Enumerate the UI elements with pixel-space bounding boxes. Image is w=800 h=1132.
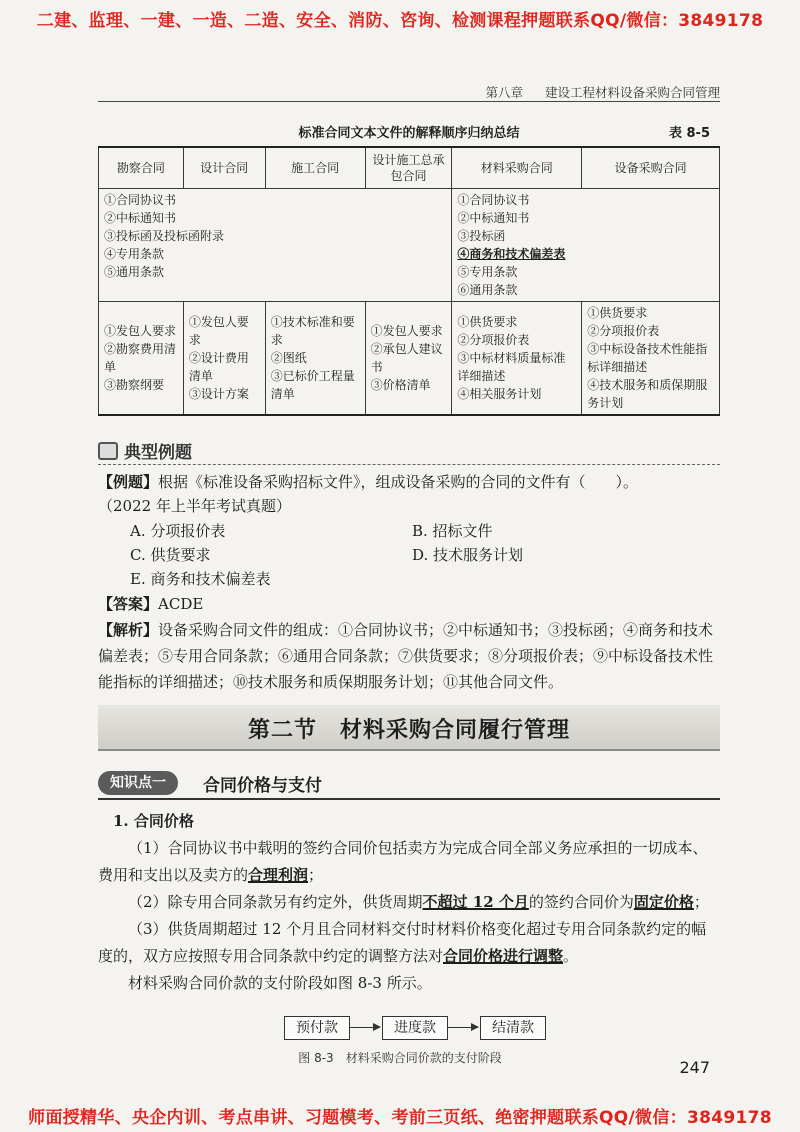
th-material: 材料采购合同 xyxy=(452,147,582,189)
section-title: 第二节 材料采购合同履行管理 xyxy=(247,718,570,743)
th-survey: 勘察合同 xyxy=(99,147,184,189)
answer-value: ACDE xyxy=(158,595,204,613)
material-equipment-docs-cell xyxy=(452,189,720,302)
survey-docs-cell xyxy=(99,302,184,416)
list-item: ④专用条款 xyxy=(104,247,165,261)
list-item: ①合同协议书 xyxy=(457,193,530,207)
flow-step-settlement: 结清款 xyxy=(480,1016,546,1040)
page-number: 247 xyxy=(679,1058,710,1077)
analysis-text: 设备采购合同文件的组成：①合同协议书；②中标通知书；③投标函；④商务和技术偏差表；⑤专用合同条款；⑥通用合同条款；⑦供货要求；⑧分项报价表；⑨中标设备技术性能指标的详细描述；⑩技术服务和质保期服务计划；⑪其他合同文件。 xyxy=(98,621,714,691)
header-rule xyxy=(98,101,720,102)
flow-arrow xyxy=(448,1027,478,1028)
list-item: ③投标函 xyxy=(457,229,506,243)
interpretation-order-table xyxy=(98,146,720,416)
content-paragraph-2: （2）除专用合同条款另有约定外，供货周期不超过 12 个月的签约合同价为固定价格； xyxy=(128,893,709,911)
equipment-docs-cell xyxy=(582,302,720,416)
list-item: ③设计方案 xyxy=(188,387,249,401)
th-epc: 设计施工总承包合同 xyxy=(365,147,452,189)
option-e: E. 商务和技术偏差表 xyxy=(130,570,271,588)
list-item: ③中标材料质量标准详细描述 xyxy=(457,351,566,383)
list-item: ④相关服务计划 xyxy=(457,387,542,401)
chapter-label: 第八章 xyxy=(485,85,523,100)
option-a: A. 分项报价表 xyxy=(130,522,226,540)
flow-step-progress: 进度款 xyxy=(382,1016,448,1040)
knowledge-point-tag: 知识点一 xyxy=(98,771,178,795)
list-item: ⑥通用条款 xyxy=(457,283,518,297)
knowledge-point-title: 合同价格与支付 xyxy=(203,776,322,796)
example-section-heading: 典型例题 xyxy=(98,438,192,463)
list-item: ①供货要求 xyxy=(587,306,648,320)
option-b: B. 招标文件 xyxy=(412,522,493,540)
table-caption xyxy=(98,122,720,142)
section-title-band xyxy=(98,705,720,751)
list-item: ④技术服务和质保期服务计划 xyxy=(587,378,708,410)
answer-line xyxy=(98,592,720,616)
option-c: C. 供货要求 xyxy=(130,546,211,564)
list-item: ①技术标准和要求 xyxy=(270,315,355,347)
list-item: ①发包人要求 xyxy=(370,324,443,338)
notebook-icon xyxy=(98,442,118,460)
list-item: ②设计费用清单 xyxy=(188,351,249,383)
payment-stage-flowchart xyxy=(0,1012,800,1042)
list-item: ①合同协议书 xyxy=(104,193,177,207)
flow-step-advance: 预付款 xyxy=(284,1016,350,1040)
analysis-tag: 【解析】 xyxy=(98,621,159,639)
answer-options xyxy=(130,520,690,592)
example-question xyxy=(98,470,720,518)
running-header xyxy=(467,83,720,101)
option-d: D. 技术服务计划 xyxy=(412,546,524,564)
epc-docs-cell xyxy=(365,302,452,416)
list-item: ②中标通知书 xyxy=(104,211,177,225)
th-construction: 施工合同 xyxy=(265,147,365,189)
question-text: 根据《标准设备采购招标文件》，组成设备采购的合同的文件有（ ）。 xyxy=(158,473,639,491)
list-item: ①发包人要求 xyxy=(104,324,177,338)
list-item: ⑤通用条款 xyxy=(104,265,165,279)
analysis-paragraph xyxy=(98,617,720,695)
figure-caption: 图 8-3 材料采购合同价款的支付阶段 xyxy=(298,1051,502,1065)
list-item: ③价格清单 xyxy=(370,378,431,392)
list-item: ⑤专用条款 xyxy=(457,265,518,279)
content-paragraph-1: （1）合同协议书中载明的签约合同价包括卖方为完成合同全部义务应承担的一切成本、费用和支出以及卖方的合理利润； xyxy=(98,839,708,884)
design-docs-cell xyxy=(183,302,265,416)
list-item: ③投标函及投标函附录 xyxy=(104,229,225,243)
list-item: ③已标价工程量清单 xyxy=(270,369,355,401)
contract-price-content xyxy=(98,808,720,997)
bottom-ad-banner: 师面授精华、央企内训、考点串讲、习题模考、考前三页纸、绝密押题联系QQ/微信：3849178 xyxy=(28,1108,772,1128)
list-item: ③中标设备技术性能指标详细描述 xyxy=(587,342,708,374)
list-item: ①供货要求 xyxy=(457,315,518,329)
answer-tag: 【答案】 xyxy=(98,595,159,613)
list-item: ①发包人要求 xyxy=(188,315,249,347)
content-paragraph-4: 材料采购合同价款的支付阶段如图 8-3 所示。 xyxy=(128,974,432,992)
knowledge-point-header xyxy=(98,770,720,800)
list-item: ②中标通知书 xyxy=(457,211,530,225)
list-item: ②勘察费用清单 xyxy=(104,342,177,374)
list-item: ②图纸 xyxy=(270,351,307,365)
question-tag: 【例题】 xyxy=(98,473,159,491)
section-divider xyxy=(98,464,720,465)
th-design: 设计合同 xyxy=(183,147,265,189)
table-title: 标准合同文本文件的解释顺序归纳总结 xyxy=(298,126,520,141)
top-ad-banner: 二建、监理、一建、一造、二造、安全、消防、咨询、检测课程押题联系QQ/微信：3849178 xyxy=(36,11,764,31)
chapter-title: 建设工程材料设备采购合同管理 xyxy=(544,85,720,100)
list-item: ②分项报价表 xyxy=(457,333,530,347)
list-item: ③勘察纲要 xyxy=(104,378,165,392)
construction-docs-cell xyxy=(265,302,365,416)
flow-arrow xyxy=(350,1027,380,1028)
th-equipment: 设备采购合同 xyxy=(582,147,720,189)
shared-docs-cell xyxy=(99,189,452,302)
content-heading: 1. 合同价格 xyxy=(113,812,194,830)
list-item: ②分项报价表 xyxy=(587,324,660,338)
material-docs-cell xyxy=(452,302,582,416)
content-paragraph-3: （3）供货周期超过 12 个月且合同材料交付时材料价格变化超过专用合同条款约定的幅度的，双方应按照专用合同条款中约定的调整方法对合同价格进行调整。 xyxy=(98,920,707,965)
question-source: （2022 年上半年考试真题） xyxy=(98,497,291,515)
table-number: 表 8-5 xyxy=(668,126,710,141)
list-item: ④商务和技术偏差表 xyxy=(457,247,566,261)
list-item: ②承包人建议书 xyxy=(370,342,443,374)
